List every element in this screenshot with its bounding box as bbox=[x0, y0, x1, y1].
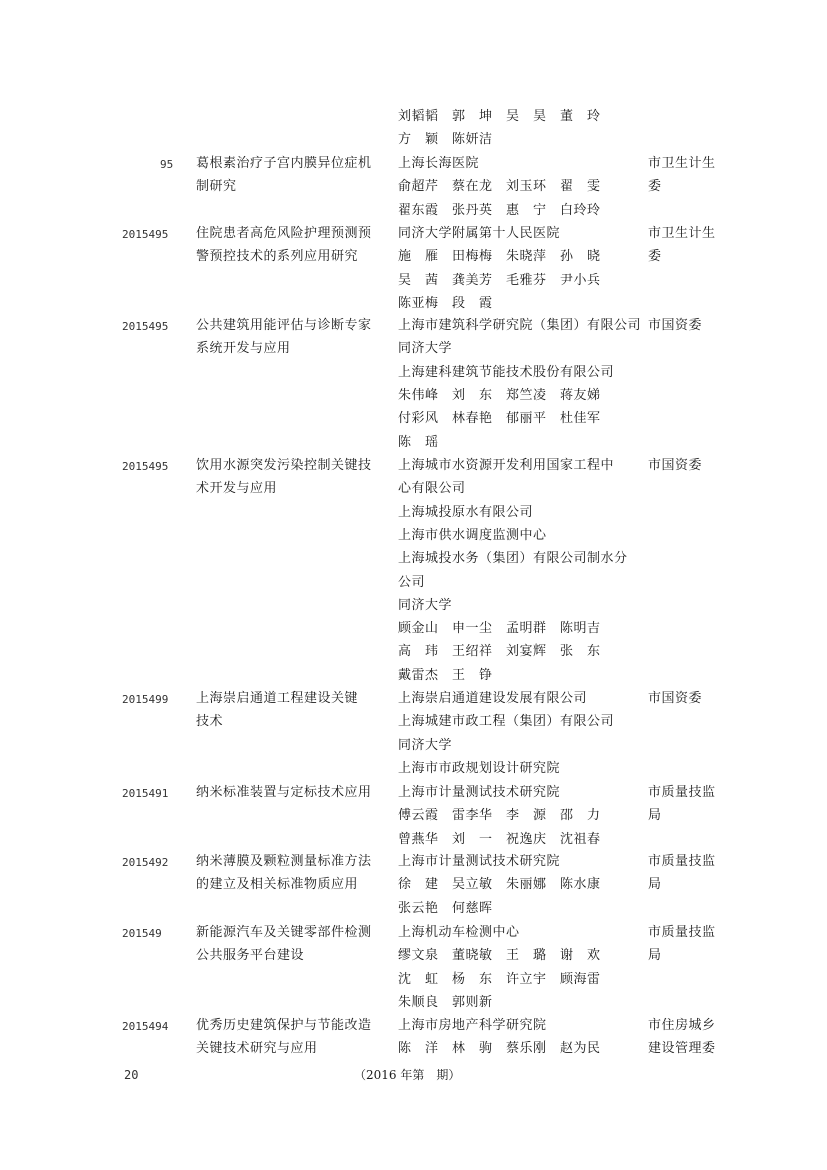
unit-or-person-line: 陈 洋 林 驹 蔡乐刚 赵为民 bbox=[398, 1041, 601, 1057]
unit-or-person-line: 缪文泉 董晓敏 王 璐 谢 欢 bbox=[398, 948, 601, 964]
unit-or-person-line: 上海城投水务（集团）有限公司制水分 bbox=[398, 551, 628, 567]
unit-or-person-line: 上海市计量测试技术研究院 bbox=[398, 785, 561, 800]
project-title-line: 葛根素治疗子宫内膜异位症机 bbox=[196, 156, 372, 171]
unit-or-person-line: 上海城市水资源开发利用国家工程中 bbox=[398, 458, 615, 473]
unit-or-person-line: 同济大学附属第十人民医院 bbox=[398, 226, 561, 241]
unit-or-person-line: 上海建科建筑节能技术股份有限公司 bbox=[398, 364, 615, 380]
unit-or-person-line: 上海崇启通道建设发展有限公司 bbox=[398, 691, 588, 706]
entry-number: 2015494 bbox=[122, 1020, 169, 1033]
project-title-line: 系统开发与应用 bbox=[196, 341, 291, 357]
issue-label: （2016 年第 期） bbox=[354, 1068, 461, 1082]
recommending-dept-line: 局 bbox=[648, 948, 662, 964]
entry-number: 2015495 bbox=[122, 320, 169, 333]
unit-or-person-line: 刘韬韬 郭 坤 吴 昊 董 玲 bbox=[398, 109, 601, 124]
unit-or-person-line: 心有限公司 bbox=[398, 481, 466, 497]
project-title-line: 纳米薄膜及颗粒测量标准方法 bbox=[196, 854, 372, 869]
entry-number: 95 bbox=[160, 158, 174, 171]
project-title-line: 公共服务平台建设 bbox=[196, 948, 305, 964]
entry-number: 2015491 bbox=[122, 787, 169, 800]
unit-or-person-line: 朱顺良 郭则新 bbox=[398, 994, 493, 1010]
recommending-dept-line: 建设管理委 bbox=[648, 1041, 716, 1057]
project-title-line: 技术 bbox=[196, 714, 224, 730]
recommending-dept-line: 市质量技监 bbox=[648, 854, 716, 869]
unit-or-person-line: 傅云霞 雷李华 李 源 邵 力 bbox=[398, 808, 601, 824]
recommending-dept-line: 市质量技监 bbox=[648, 925, 716, 940]
unit-or-person-line: 上海市建筑科学研究院（集团）有限公司 bbox=[398, 318, 642, 333]
unit-or-person-line: 沈 虹 杨 东 许立宇 顾海雷 bbox=[398, 971, 601, 987]
unit-or-person-line: 徐 建 吴立敏 朱丽娜 陈水康 bbox=[398, 877, 601, 893]
unit-or-person-line: 方 颖 陈妍洁 bbox=[398, 132, 493, 148]
recommending-dept-line: 市卫生计生 bbox=[648, 226, 716, 241]
project-title-line: 纳米标准装置与定标技术应用 bbox=[196, 785, 372, 800]
recommending-dept-line: 市国资委 bbox=[648, 458, 703, 473]
unit-or-person-line: 施 雁 田梅梅 朱晓萍 孙 晓 bbox=[398, 249, 601, 265]
project-title-line: 上海崇启通道工程建设关键 bbox=[196, 691, 359, 706]
unit-or-person-line: 高 玮 王绍祥 刘宴辉 张 东 bbox=[398, 644, 601, 660]
project-title-line: 新能源汽车及关键零部件检测 bbox=[196, 925, 372, 940]
unit-or-person-line: 戴雷杰 王 铮 bbox=[398, 667, 493, 683]
recommending-dept-line: 市国资委 bbox=[648, 318, 703, 333]
unit-or-person-line: 上海机动车检测中心 bbox=[398, 925, 520, 940]
unit-or-person-line: 顾金山 申一尘 孟明群 陈明吉 bbox=[398, 621, 601, 637]
page-number: 20 bbox=[124, 1068, 139, 1082]
project-title-line: 术开发与应用 bbox=[196, 481, 278, 497]
unit-or-person-line: 陈 瑶 bbox=[398, 434, 439, 450]
unit-or-person-line: 上海市供水调度监测中心 bbox=[398, 527, 547, 543]
recommending-dept-line: 委 bbox=[648, 249, 662, 265]
entry-number: 2015492 bbox=[122, 856, 169, 869]
unit-or-person-line: 同济大学 bbox=[398, 341, 453, 357]
project-title-line: 关键技术研究与应用 bbox=[196, 1041, 318, 1057]
unit-or-person-line: 上海长海医院 bbox=[398, 156, 480, 171]
project-title-line: 警预控技术的系列应用研究 bbox=[196, 249, 359, 265]
unit-or-person-line: 同济大学 bbox=[398, 597, 453, 613]
project-title-line: 饮用水源突发污染控制关键技 bbox=[196, 458, 372, 473]
unit-or-person-line: 上海市房地产科学研究院 bbox=[398, 1018, 547, 1033]
project-title-line: 住院患者高危风险护理预测预 bbox=[196, 226, 372, 241]
unit-or-person-line: 张云艳 何慈晖 bbox=[398, 900, 493, 916]
recommending-dept-line: 市质量技监 bbox=[648, 785, 716, 800]
unit-or-person-line: 俞超芹 蔡在龙 刘玉环 翟 雯 bbox=[398, 179, 601, 195]
recommending-dept-line: 市国资委 bbox=[648, 691, 703, 706]
project-title-line: 的建立及相关标准物质应用 bbox=[196, 877, 359, 893]
unit-or-person-line: 曾燕华 刘 一 祝逸庆 沈祖春 bbox=[398, 831, 601, 847]
recommending-dept-line: 市住房城乡 bbox=[648, 1018, 716, 1033]
recommending-dept-line: 局 bbox=[648, 877, 662, 893]
unit-or-person-line: 吴 茜 龚美芳 毛雅芬 尹小兵 bbox=[398, 272, 601, 288]
unit-or-person-line: 翟东霞 张丹英 惠 宁 白玲玲 bbox=[398, 202, 601, 218]
unit-or-person-line: 公司 bbox=[398, 574, 426, 590]
unit-or-person-line: 上海城投原水有限公司 bbox=[398, 504, 534, 520]
unit-or-person-line: 上海市市政规划设计研究院 bbox=[398, 760, 561, 776]
unit-or-person-line: 同济大学 bbox=[398, 737, 453, 753]
entry-number: 2015495 bbox=[122, 460, 169, 473]
entry-number: 2015499 bbox=[122, 693, 169, 706]
entry-number: 2015495 bbox=[122, 228, 169, 241]
unit-or-person-line: 付彩风 林春艳 郁丽平 杜佳军 bbox=[398, 411, 601, 427]
unit-or-person-line: 上海城建市政工程（集团）有限公司 bbox=[398, 714, 615, 730]
entry-number: 201549 bbox=[122, 927, 162, 940]
project-title-line: 优秀历史建筑保护与节能改造 bbox=[196, 1018, 372, 1033]
unit-or-person-line: 朱伟峰 刘 东 郑竺凌 蒋友娣 bbox=[398, 387, 601, 403]
project-title-line: 公共建筑用能评估与诊断专家 bbox=[196, 318, 372, 333]
recommending-dept-line: 局 bbox=[648, 808, 662, 824]
unit-or-person-line: 陈亚梅 段 霞 bbox=[398, 295, 493, 311]
unit-or-person-line: 上海市计量测试技术研究院 bbox=[398, 854, 561, 869]
recommending-dept-line: 市卫生计生 bbox=[648, 156, 716, 171]
recommending-dept-line: 委 bbox=[648, 179, 662, 195]
project-title-line: 制研究 bbox=[196, 179, 237, 195]
